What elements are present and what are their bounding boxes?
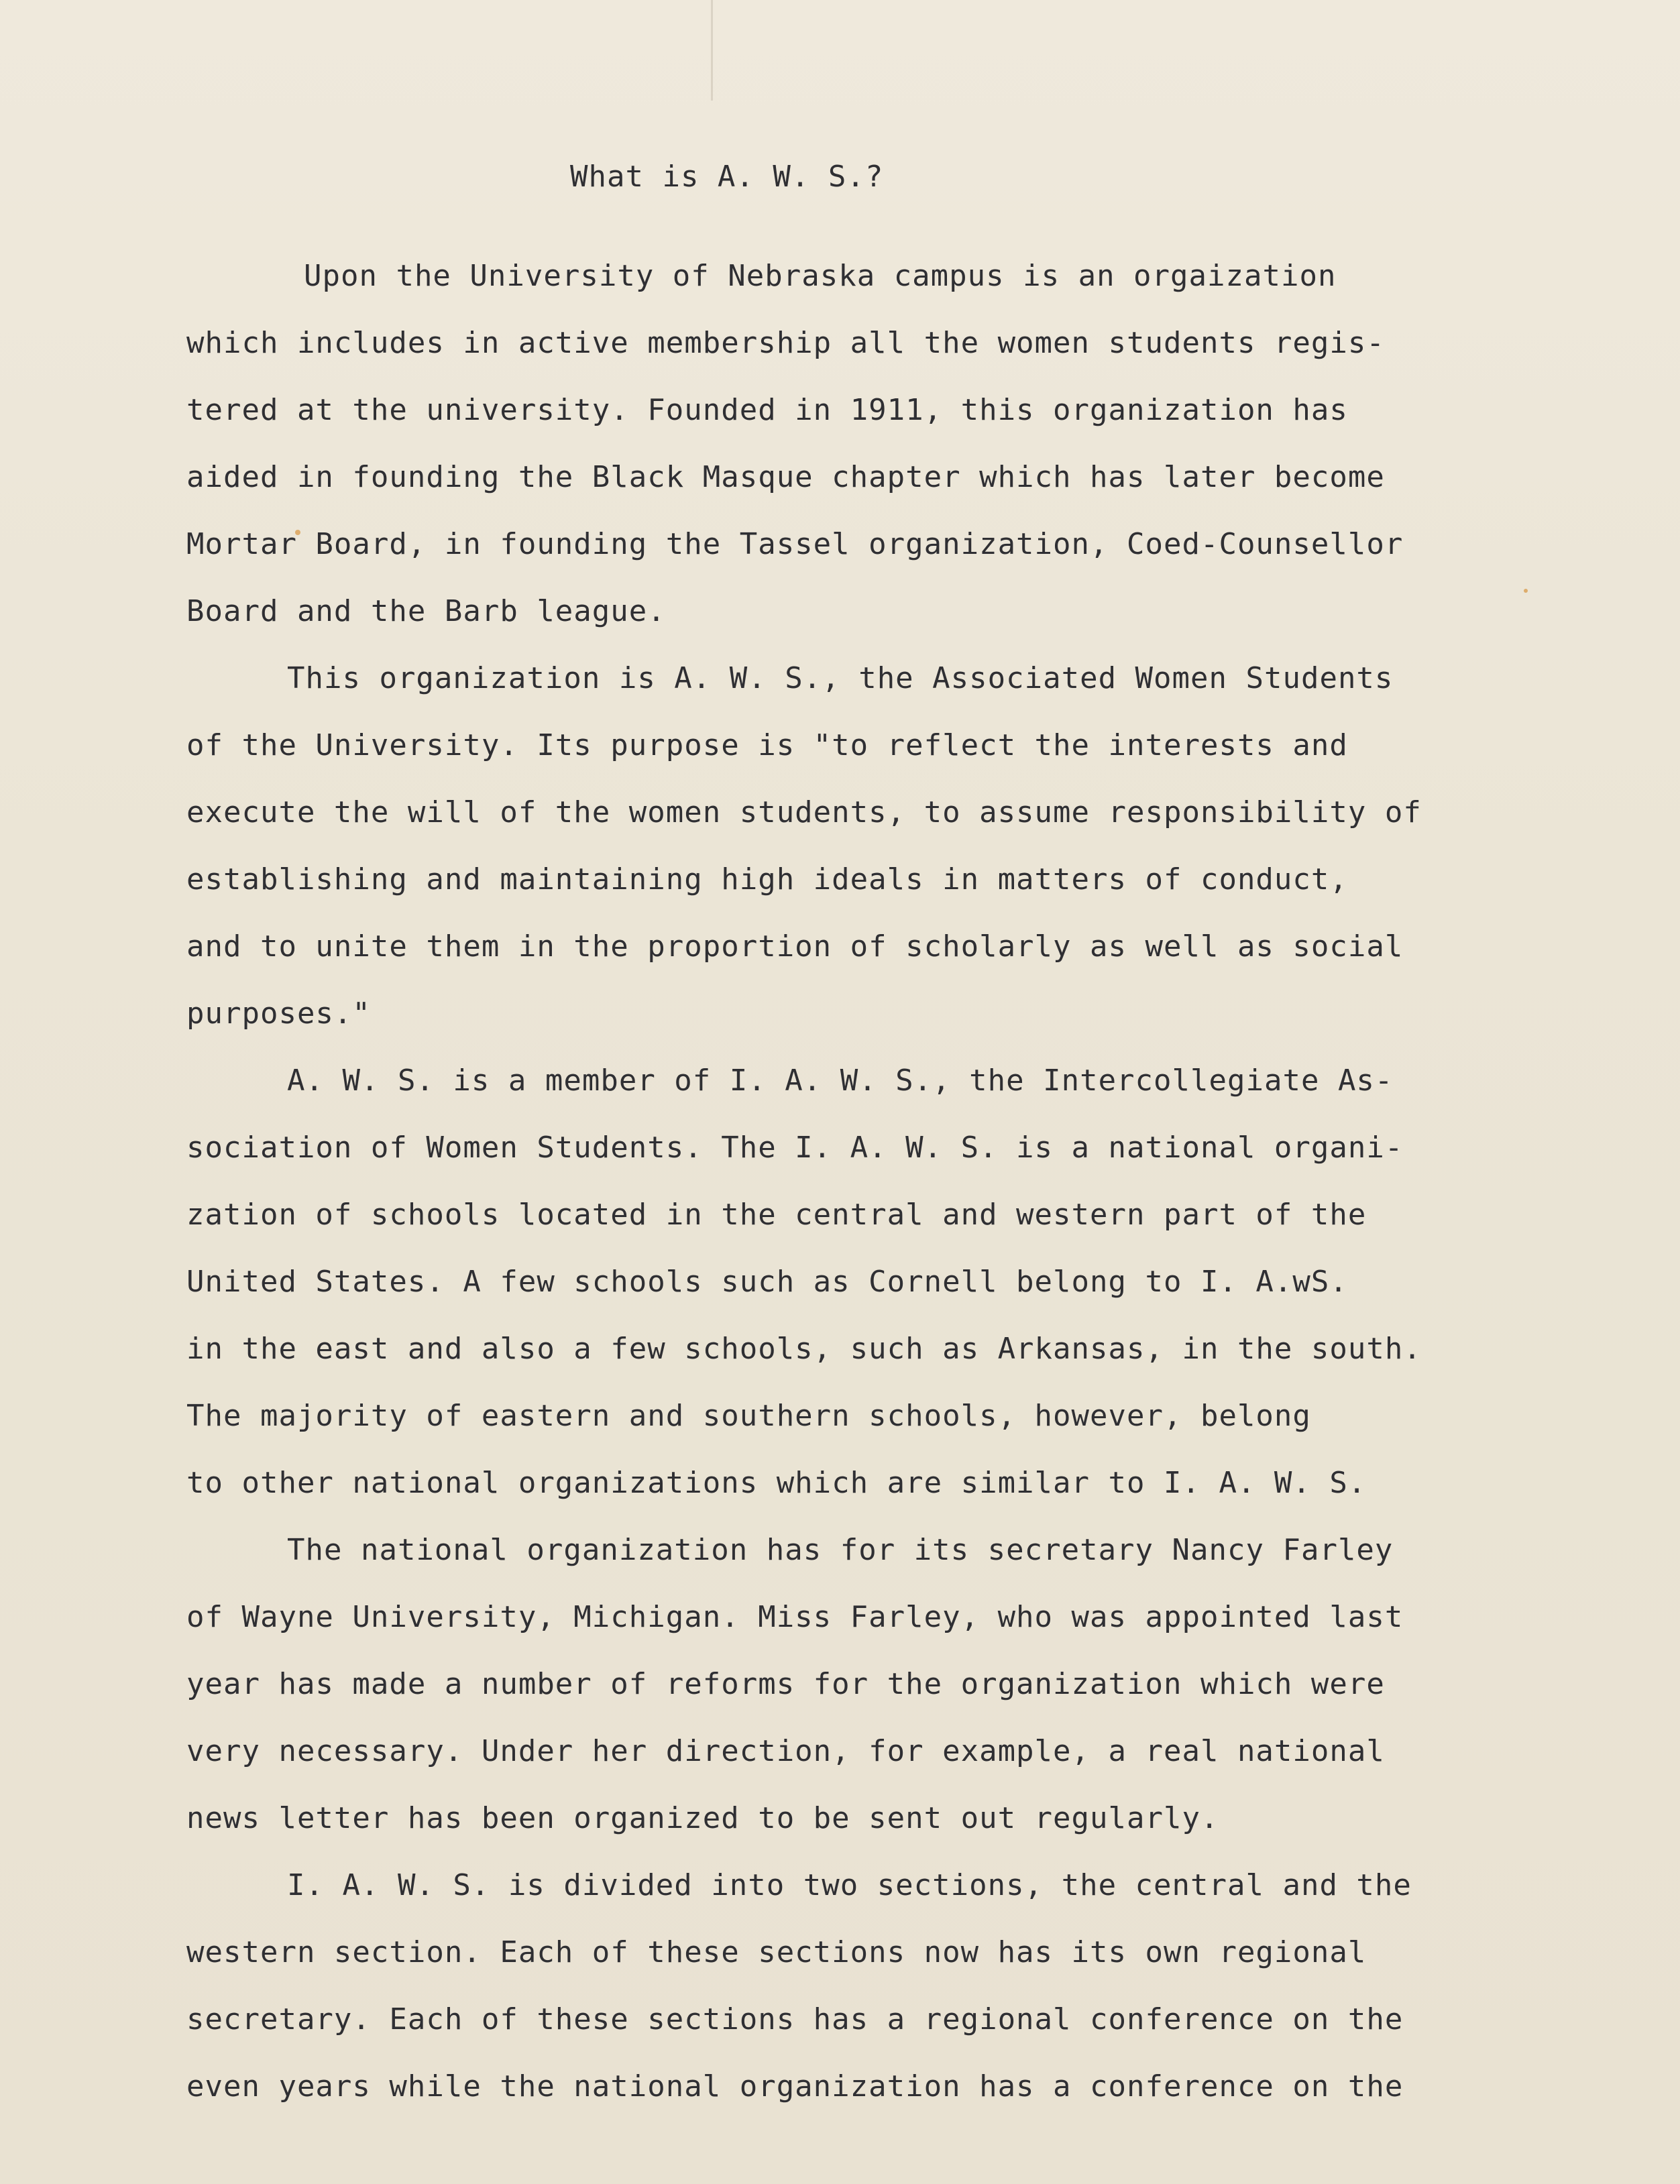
- text-line: secretary. Each of these sections has a regional conference on the: [186, 2002, 1404, 2036]
- paper-speck: [1524, 589, 1528, 593]
- text-line: to other national organizations which are similar to I. A. W. S.: [186, 1466, 1367, 1500]
- text-line: The majority of eastern and southern schools, however, belong: [186, 1399, 1311, 1433]
- text-line: Upon the University of Nebraska campus is an orgaization: [304, 259, 1337, 293]
- text-line: The national organization has for its secretary Nancy Farley: [287, 1533, 1394, 1567]
- text-line: aided in founding the Black Masque chapter which has later become: [186, 460, 1385, 494]
- text-line: very necessary. Under her direction, for example, a real national: [186, 1734, 1385, 1768]
- text-line: execute the will of the women students, to assume responsibility of: [186, 795, 1422, 829]
- text-line: I. A. W. S. is divided into two sections, the central and the: [287, 1868, 1412, 1902]
- text-line: Mortar Board, in founding the Tassel organization, Coed-Counsellor: [186, 527, 1404, 561]
- text-line: zation of schools located in the central and western part of the: [186, 1198, 1367, 1232]
- text-line: A. W. S. is a member of I. A. W. S., the Intercollegiate As-: [287, 1064, 1394, 1098]
- text-line: news letter has been organized to be sent out regularly.: [186, 1801, 1219, 1835]
- paper-fold-mark: [711, 0, 713, 101]
- text-line: western section. Each of these sections now has its own regional: [186, 1935, 1367, 1969]
- text-line: United States. A few schools such as Cornell belong to I. A.wS.: [186, 1265, 1348, 1299]
- text-line: of the University. Its purpose is "to reflect the interests and: [186, 728, 1348, 762]
- text-line: in the east and also a few schools, such as Arkansas, in the south.: [186, 1332, 1422, 1366]
- text-line: establishing and maintaining high ideals in matters of conduct,: [186, 862, 1348, 897]
- text-line: which includes in active membership all the women students regis-: [186, 326, 1385, 360]
- text-line: of Wayne University, Michigan. Miss Farley, who was appointed last: [186, 1600, 1404, 1634]
- text-line: and to unite them in the proportion of scholarly as well as social: [186, 929, 1404, 964]
- text-line: sociation of Women Students. The I. A. W. S. is a national organi-: [186, 1131, 1404, 1165]
- text-line: year has made a number of reforms for the organization which were: [186, 1667, 1385, 1701]
- text-line: purposes.": [186, 996, 371, 1031]
- text-line: This organization is A. W. S., the Associated Women Students: [287, 661, 1394, 695]
- text-line: tered at the university. Founded in 1911, this organization has: [186, 393, 1348, 427]
- document-title: What is A. W. S.?: [570, 160, 884, 194]
- text-line: even years while the national organization has a conference on the: [186, 2069, 1404, 2104]
- text-line: Board and the Barb league.: [186, 594, 666, 628]
